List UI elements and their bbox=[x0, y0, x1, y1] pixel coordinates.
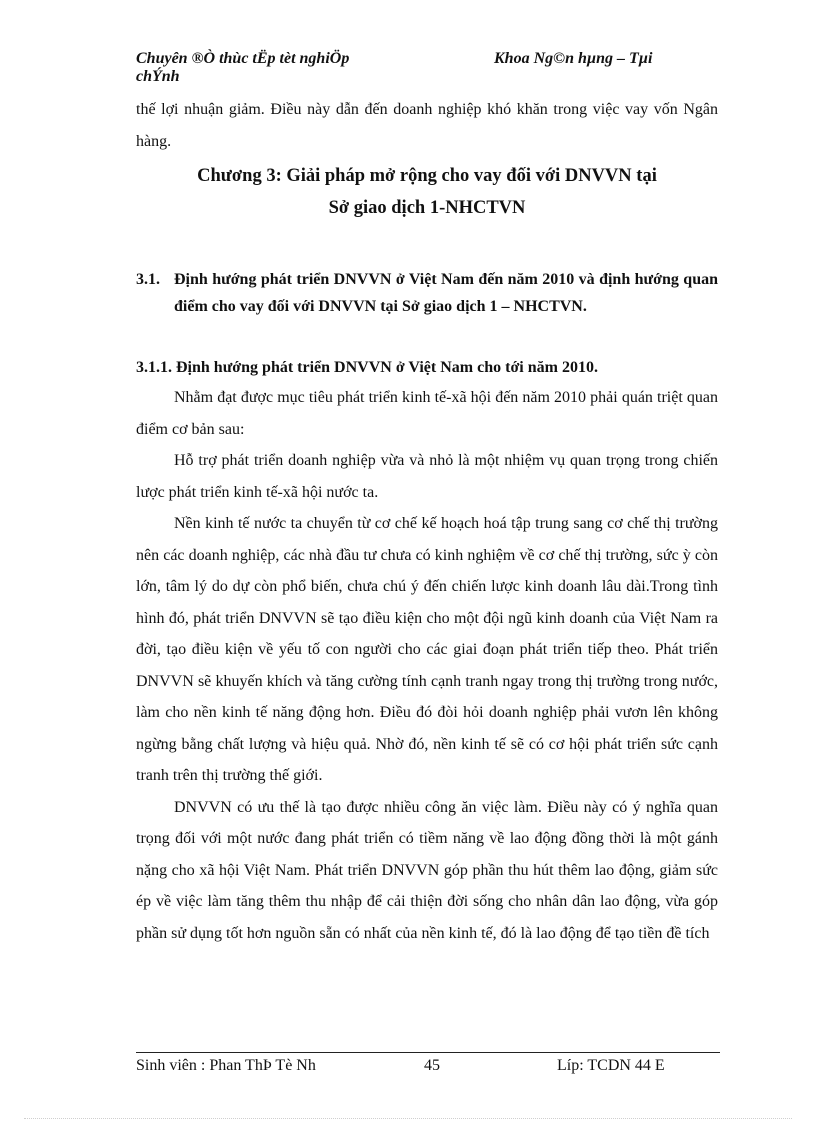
section-3-1-1-heading: 3.1.1. Định hướng phát triển DNVVN ở Việt Nam cho tới năm 2010. bbox=[136, 359, 598, 376]
section-3-1-heading bbox=[136, 266, 718, 320]
chapter-title bbox=[136, 160, 718, 224]
section-3-1-number: 3.1. bbox=[136, 271, 160, 288]
chapter-title-line-2: Sở giao dịch 1-NHCTVN bbox=[328, 198, 526, 218]
running-header-right: Khoa Ng©n hµng – Tµi bbox=[494, 50, 653, 67]
body-text bbox=[136, 382, 718, 949]
body-paragraph-1: Nhằm đạt được mục tiêu phát triển kinh tế-xã hội đến năm 2010 phải quán triệt quan điểm cơ bản sau: bbox=[136, 389, 718, 438]
footer-student: Sinh viên : Phan ThÞ Tè Nh bbox=[136, 1057, 316, 1074]
intro-paragraph: thế lợi nhuận giảm. Điều này dẫn đến doanh nghiệp khó khăn trong việc vay vốn Ngân hàng. bbox=[136, 101, 718, 150]
page-bottom-divider bbox=[24, 1118, 792, 1119]
chapter-title-line-1: Chương 3: Giải pháp mở rộng cho vay đối với DNVVN tại bbox=[197, 166, 657, 186]
body-paragraph-2: Hỗ trợ phát triển doanh nghiệp vừa và nhỏ là một nhiệm vụ quan trọng trong chiến lược phát triển kinh tế-xã hội nước ta. bbox=[136, 452, 718, 501]
body-paragraph-3: Nền kinh tế nước ta chuyển từ cơ chế kế hoạch hoá tập trung sang cơ chế thị trường nên các doanh nghiệp, các nhà đầu tư chưa có kinh nghiệm về cơ chế thị trường, sức ỳ còn lớn, tâm lý do dự còn phổ biến, chưa chú ý đến chiến lược kinh doanh lâu dài.Trong tình hình đó, phát triển DNVVN sẽ tạo điều kiện cho một đội ngũ kinh doanh của Việt Nam ra đời, tạo điều kiện về yếu tố con người cho các giai đoạn phát triển tiếp theo. Phát triển DNVVN sẽ khuyến khích và tăng cường tính cạnh tranh ngay trong thị trường trong nước, làm cho nền kinh tế năng động hơn. Điều đó đòi hỏi doanh nghiệp phải vươn lên không ngừng bằng chất lượng và hiệu quả. Nhờ đó, nền kinh tế sẽ có cơ hội phát triển sức cạnh tranh trên thị trường thế giới. bbox=[136, 515, 718, 784]
section-3-1-text: Định hướng phát triển DNVVN ở Việt Nam đến năm 2010 và định hướng quan điểm cho vay đối với DNVVN tại Sở giao dịch 1 – NHCTVN. bbox=[174, 271, 718, 315]
running-header-left: Chuyên ®Ò thùc tËp tèt nghiÖp chÝnh bbox=[136, 50, 350, 85]
footer-class: Líp: TCDN 44 E bbox=[557, 1057, 665, 1074]
intro-continuation bbox=[136, 94, 718, 157]
footer-rule bbox=[136, 1052, 720, 1053]
page-number: 45 bbox=[424, 1057, 440, 1074]
body-paragraph-4: DNVVN có ưu thế là tạo được nhiều công ăn việc làm. Điều này có ý nghĩa quan trọng đối với một nước đang phát triển có tiềm năng về lao động đồng thời là một gánh nặng cho xã hội Việt Nam. Phát triển DNVVN góp phần thu hút thêm lao động, giảm sức ép về việc làm tăng thêm thu nhập để cải thiện đời sống cho nhân dân lao động, vừa góp phần sử dụng tốt hơn nguồn sẵn có nhất của nền kinh tế, đó là lao động để tạo tiền đề tích bbox=[136, 798, 718, 942]
